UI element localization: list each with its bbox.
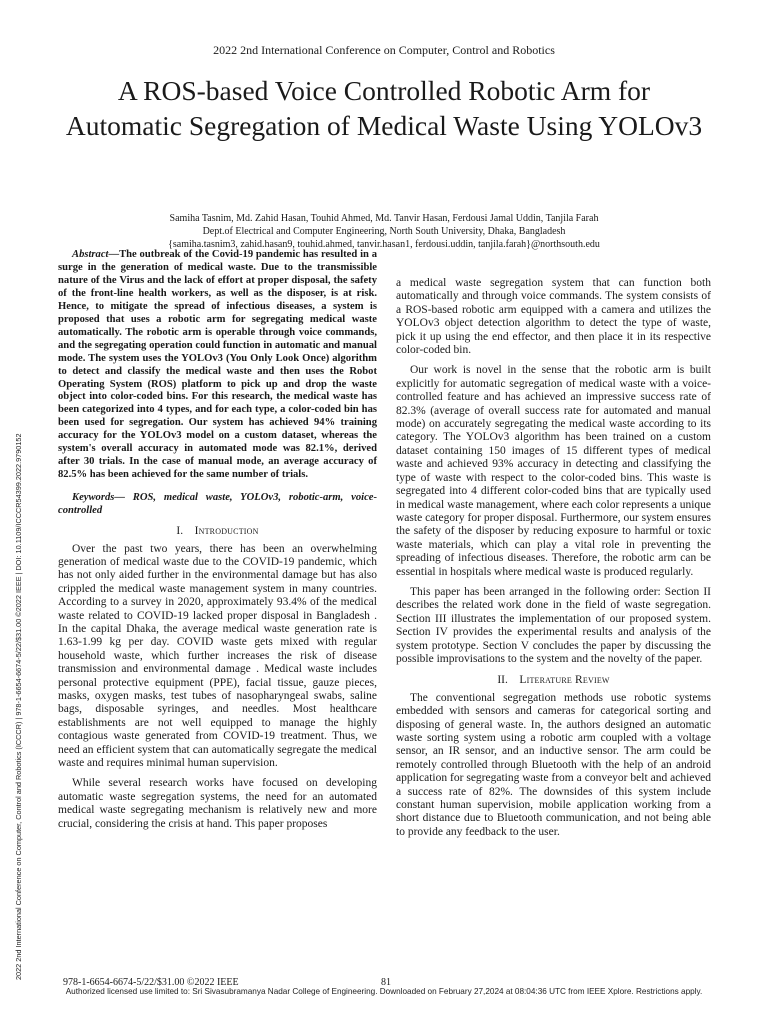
section-heading-literature-review: [396, 674, 711, 687]
author-emails: {samiha.tasnim3, zahid.hasan9, touhid.ahmed, tanvir.hasan1, ferdousi.uddin, tanjila.farah}@northsouth.edu: [168, 239, 600, 250]
author-affiliation: Dept.of Electrical and Computer Engineering, North South University, Dhaka, Bangladesh: [202, 226, 566, 237]
intro-paragraph-2: While several research works have focused on developing automatic waste segregation systems, the need for an automated medical waste segregating mechanism is relatively new and more crucial, considering the crisis at hand. This paper proposes: [58, 777, 377, 830]
conference-header: 2022 2nd International Conference on Computer, Control and Robotics: [213, 43, 555, 57]
section-heading-introduction: [58, 525, 377, 538]
intro-paragraph-4: Our work is novel in the sense that the robotic arm is built explicitly for automatic segregation of medical waste with a voice-controlled feature and has achieved an impressive success rate of 82.3% (average of overall success rate for automated and manual mode) on accurately segregating the medical waste according to its category. The YOLOv3 algorithm has been trained on a custom dataset containing 150 images of 15 different types of medical waste and achieved 93% accuracy in detecting and classifying the type of waste with respect to the color-coded bins. This waste is segregated into 4 different color-coded bins that are typically used in medical waste management, where each color represents a unique waste category for proper disposal. Furthermore, our system ensures the safety of the disposer by reducing exposure to harmful or toxic waste materials, which can play a vital role in preventing the spreading of infectious diseases. Therefore, the robotic arm can be essential in hospitals where medical waste is produced regularly.: [396, 364, 711, 578]
abstract: [58, 249, 377, 482]
footer-isbn: 978-1-6654-6674-5/22/$31.00 ©2022 IEEE: [63, 977, 239, 988]
abstract-label: Abstract: [72, 249, 109, 260]
side-metadata-strip: [14, 240, 24, 980]
intro-paragraph-1: Over the past two years, there has been an overwhelming generation of medical waste due to the COVID-19 pandemic, which has not only aided further in the environmental damage but has also crippled the medical waste management system in many countries. According to a survey in 2020, approximately 93.4% of the medical waste related to COVID-19 lacked proper disposal in Bangladesh . In the capital Dhaka, the average medical waste generation rate is 1.63-1.99 kg per day. COVID waste gets mixed with regular household waste, which further increases the risk of disease transmission and environmental damage . Medical waste includes personal protective equipment (PPE), facial tissue, gauze pieces, masks, oxygen masks, test tubes of nasopharyngeal swabs, saline bags, disposable syringes, and needles. Most healthcare establishments are not well equipped to manage the highly contagious waste generated from COVID-19 treatment. Thus, we need an efficient system that can automatically segregate the medical waste and requires minimal human supervision.: [58, 542, 377, 770]
right-column: [396, 277, 711, 846]
section-number: II.: [497, 674, 508, 687]
author-block: [0, 212, 768, 251]
section-number: I.: [176, 525, 184, 538]
paper-title: A ROS-based Voice Controlled Robotic Arm for Automatic Segregation of Medical Waste Using YOLOv3: [65, 75, 703, 141]
section-title: Introduction: [194, 525, 259, 538]
license-notice: Authorized licensed use limited to: Sri Sivasubramanya Nadar College of Engineering. Downloaded on February 27,2024 at 08:04:36 UTC from IEEE Xplore. Restrictions apply.: [65, 987, 703, 996]
author-names: Samiha Tasnim, Md. Zahid Hasan, Touhid Ahmed, Md. Tanvir Hasan, Ferdousi Jamal Uddin, Tanjila Farah: [169, 213, 599, 224]
abstract-text: —The outbreak of the Covid-19 pandemic has resulted in a surge in the generation of medical waste. Due to the transmissible nature of the Virus and the lack of effort at proper disposal, the safety of the front-line health workers, as well as the disposer, is at risk. Hence, to mitigate the spread of infectious diseases, a system is proposed that uses a robotic arm for segregating medical waste automatically. The robotic arm is operable through voice commands, and the segregating operation could function in automatic and manual mode. The system uses the YOLOv3 (You Only Look Once) algorithm to detect and classify the medical waste and then uses the Robot Operating System (ROS) platform to pick up and drop the waste object into color-coded bins. For this research, the medical waste has been categorized into 4 types, and for each type, a color-coded bin has been used for segregation. Our system has achieved 94% training accuracy for the YOLOv3 model on a custom dataset, whereas the system's overall accuracy in automated mode was 82.1%, derived after 30 trials. In the case of manual mode, an average accuracy of 82.5% has been achieved for the same number of trials.: [58, 249, 377, 481]
section-title: Literature Review: [519, 674, 610, 687]
intro-paragraph-3: a medical waste segregation system that can function both automatically and through voice commands. The system consists of a ROS-based robotic arm equipped with a camera and utilizes the YOLOv3 object detection algorithm to detect the type of waste, pick it up using the end effector, and then place it in its respective color-coded bin.: [396, 277, 711, 357]
intro-paragraph-5: This paper has been arranged in the following order: Section II describes the related work done in the field of waste segregation. Section III illustrates the implementation of our proposed system. Section IV provides the experimental results and analysis of the system prototype. Section V concludes the paper by discussing the possible improvisations to the system and the novelty of the paper.: [396, 585, 711, 665]
page-number: 81: [381, 977, 391, 988]
side-metadata-text: 2022 2nd International Conference on Computer, Control and Robotics (ICCCR) | 978-1-6654-6674-5/22/$31.00 ©2022 IEEE | DOI: 10.1109/ICCCR54399.2022.9790152: [14, 433, 23, 980]
left-column: [58, 249, 377, 838]
literature-paragraph-1: The conventional segregation methods use robotic systems embedded with sensors and cameras for categorical sorting and disposing of general waste. In, the authors designed an automatic waste sorting system using a robotic arm coupled with a voltage sensor, an IR sensor, and an inductive sensor. The arm could be remotely controlled through Bluetooth with the help of an android application for segregating waste from a conveyor belt and achieved a success rate of 82%. The downsides of this system include constant human supervision, mobile application working from a short distance due to Bluetooth communication, and not being able to provide any feedback to the user.: [396, 691, 711, 838]
keywords: Keywords— ROS, medical waste, YOLOv3, robotic-arm, voice-controlled: [58, 492, 377, 517]
